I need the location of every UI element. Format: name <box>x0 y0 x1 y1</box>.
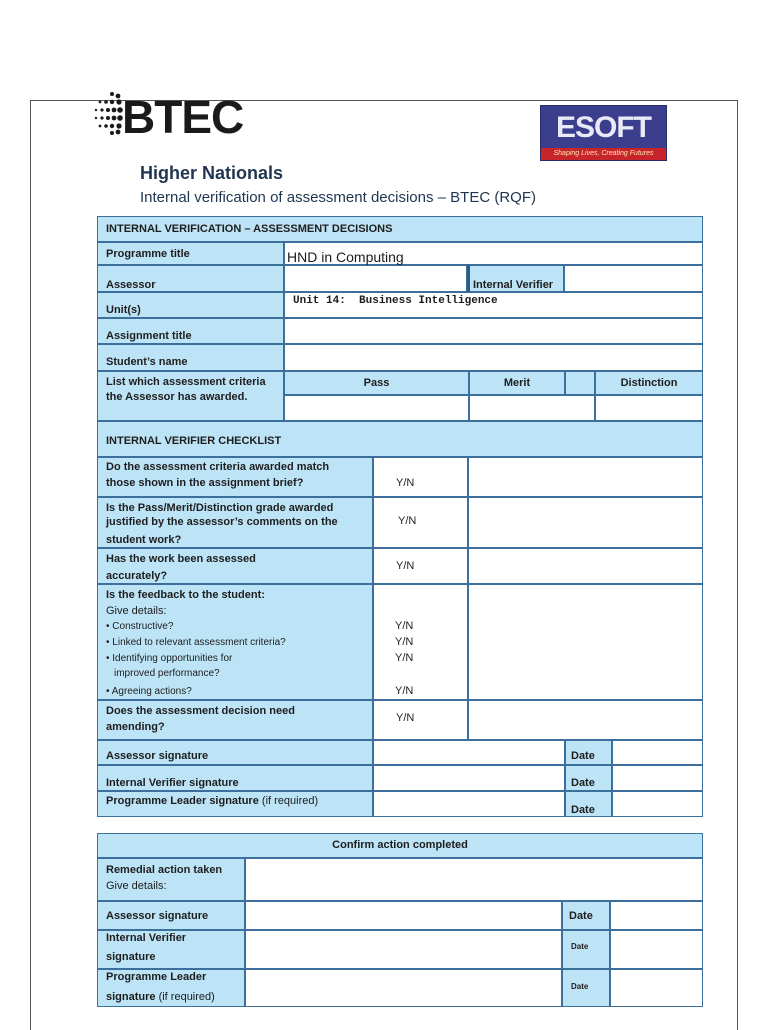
q4-bullet-linked: • Linked to relevant assessment criteria? <box>106 637 286 648</box>
decisions-header <box>97 216 703 242</box>
iv-signature-field[interactable] <box>373 765 565 791</box>
programme-title-label-cell <box>97 242 284 265</box>
q5-yn: Y/N <box>396 712 415 724</box>
q1-comment-field[interactable] <box>468 457 703 497</box>
question-decision-amending <box>97 700 373 740</box>
confirm-assessor-signature-label-cell <box>97 901 245 930</box>
confirm-header <box>97 833 703 858</box>
assessor-signature-label-cell <box>97 740 373 765</box>
q2-comment-field[interactable] <box>468 497 703 548</box>
question-feedback <box>97 584 373 700</box>
distinction-label: Distinction <box>620 376 678 389</box>
pl-signature-label-cell <box>97 791 373 817</box>
assignment-title-label-cell <box>97 318 284 344</box>
q5-comment-field[interactable] <box>468 700 703 740</box>
confirm-pl-signature-label-bold: signature <box>106 991 156 1003</box>
q2-yn-cell[interactable] <box>373 497 468 548</box>
criteria-label-cell <box>97 371 284 421</box>
student-name-label-cell <box>97 344 284 371</box>
internal-verifier-field[interactable] <box>564 265 703 292</box>
confirm-pl-signature-field[interactable] <box>245 969 562 1007</box>
programme-title-label: Programme title <box>106 248 190 260</box>
merit-header <box>469 371 565 395</box>
page-subtitle: Internal verification of assessment decisions – BTEC (RQF) <box>140 189 536 206</box>
decisions-heading: INTERNAL VERIFICATION – ASSESSMENT DECISIONS <box>106 223 393 235</box>
assessor-field[interactable] <box>284 265 467 292</box>
esoft-logo <box>540 105 667 161</box>
pl-date-field[interactable] <box>612 791 703 817</box>
confirm-iv-date-label: Date <box>571 942 589 951</box>
question-grade-justified <box>97 497 373 548</box>
pl-signature-label <box>106 794 318 809</box>
q2-line3: student work? <box>106 534 182 546</box>
q2-line1: Is the Pass/Merit/Distinction grade awarded <box>106 502 334 514</box>
iv-signature-label-cell <box>97 765 373 791</box>
confirm-pl-date-label-cell <box>562 969 610 1007</box>
remedial-field[interactable] <box>245 858 703 901</box>
checklist-header <box>97 421 703 457</box>
assessor-date-label-cell <box>565 740 612 765</box>
pl-signature-label-note: (if required) <box>258 795 319 807</box>
q2-line2: justified by the assessor’s comments on the <box>106 516 338 528</box>
page-title: Higher Nationals <box>140 163 284 183</box>
confirm-assessor-signature-label: Assessor signature <box>106 910 209 922</box>
confirm-iv-signature-label-line1: Internal Verifier <box>106 932 187 944</box>
q3-comment-field[interactable] <box>468 548 703 584</box>
esoft-tagline: Shaping Lives, Creating Futures <box>541 148 666 160</box>
confirm-heading: Confirm action completed <box>332 839 468 851</box>
q5-yn-cell[interactable] <box>373 700 468 740</box>
remedial-label-cell <box>97 858 245 901</box>
q1-line2: those shown in the assignment brief? <box>106 477 304 489</box>
q4-comment-field[interactable] <box>468 584 703 700</box>
q4-give-details: Give details: <box>106 605 167 617</box>
assessor-date-label: Date <box>571 750 595 762</box>
question-assessed-accurately <box>97 548 373 584</box>
q3-line1: Has the work been assessed <box>106 553 256 565</box>
iv-date-label: Date <box>571 777 595 789</box>
assignment-title-label: Assignment title <box>106 330 192 342</box>
confirm-assessor-date-label: Date <box>569 910 593 922</box>
pass-header <box>284 371 469 395</box>
q4-yn-agreeing: Y/N <box>395 685 414 697</box>
confirm-pl-date-field[interactable] <box>610 969 703 1007</box>
criteria-label-line2: the Assessor has awarded. <box>106 391 248 403</box>
pl-signature-label-bold: Programme Leader signature <box>106 795 259 807</box>
distinction-field[interactable] <box>595 395 703 421</box>
pl-date-label: Date <box>571 804 595 816</box>
q3-line2: accurately? <box>106 570 168 582</box>
confirm-pl-signature-label-cell <box>97 969 245 1007</box>
btec-dots-icon <box>92 88 126 144</box>
merit-label: Merit <box>503 376 531 389</box>
units-label: Unit(s) <box>106 304 141 316</box>
q4-title: Is the feedback to the student: <box>106 589 265 601</box>
programme-title-field[interactable] <box>284 242 703 265</box>
checklist-heading: INTERNAL VERIFIER CHECKLIST <box>106 435 282 447</box>
iv-date-field[interactable] <box>612 765 703 791</box>
confirm-pl-signature-label-note: (if required) <box>155 991 215 1003</box>
confirm-assessor-signature-field[interactable] <box>245 901 562 930</box>
q3-yn-cell[interactable] <box>373 548 468 584</box>
assessor-label: Assessor <box>106 279 156 291</box>
q4-yn-cell[interactable] <box>373 584 468 700</box>
assignment-title-field[interactable] <box>284 318 703 344</box>
confirm-pl-date-label: Date <box>571 982 589 991</box>
q4-bullet-opportunities-cont: improved performance? <box>114 668 220 679</box>
remedial-give-details: Give details: <box>106 880 167 892</box>
q5-line2: amending? <box>106 721 165 733</box>
distinction-header <box>595 371 703 395</box>
confirm-iv-date-field[interactable] <box>610 930 703 969</box>
iv-date-label-cell <box>565 765 612 791</box>
confirm-iv-signature-field[interactable] <box>245 930 562 969</box>
confirm-assessor-date-label-cell <box>562 901 610 930</box>
confirm-pl-signature-label-line2 <box>106 990 215 1005</box>
assessor-signature-field[interactable] <box>373 740 565 765</box>
q1-yn: Y/N <box>396 477 415 489</box>
pass-label: Pass <box>363 376 390 389</box>
pass-field[interactable] <box>284 395 469 421</box>
q1-yn-cell[interactable] <box>373 457 468 497</box>
q4-bullet-opportunities: • Identifying opportunities for <box>106 653 233 664</box>
units-field[interactable] <box>284 292 703 318</box>
programme-title-value: HND in Computing <box>287 249 404 265</box>
merit-field[interactable] <box>469 395 595 421</box>
q2-yn: Y/N <box>398 515 417 527</box>
assessor-signature-label: Assessor signature <box>106 750 209 762</box>
pl-signature-field[interactable] <box>373 791 565 817</box>
q5-line1: Does the assessment decision need <box>106 705 295 717</box>
q3-yn: Y/N <box>396 560 415 572</box>
criteria-label-line1: List which assessment criteria <box>106 376 266 388</box>
pl-date-label-cell <box>565 791 612 817</box>
merit-spacer <box>565 371 595 395</box>
question-criteria-match <box>97 457 373 497</box>
internal-verifier-label: Internal Verifier <box>473 279 554 291</box>
confirm-pl-signature-label-line1: Programme Leader <box>106 971 207 983</box>
q1-line1: Do the assessment criteria awarded match <box>106 461 330 473</box>
confirm-iv-date-label-cell <box>562 930 610 969</box>
btec-wordmark: BTEC <box>122 91 244 143</box>
confirm-assessor-date-field[interactable] <box>610 901 703 930</box>
assessor-label-cell <box>97 265 284 292</box>
iv-signature-label: Internal Verifier signature <box>106 777 239 789</box>
assessor-date-field[interactable] <box>612 740 703 765</box>
remedial-label: Remedial action taken <box>106 864 223 876</box>
q4-yn-opportunities: Y/N <box>395 652 414 664</box>
q4-bullet-agreeing: • Agreeing actions? <box>106 686 192 697</box>
q4-yn-constructive: Y/N <box>395 620 414 632</box>
student-name-label: Student’s name <box>106 356 188 368</box>
confirm-iv-signature-label-line2: signature <box>106 951 156 963</box>
q4-yn-linked: Y/N <box>395 636 414 648</box>
student-name-field[interactable] <box>284 344 703 371</box>
units-value: Unit 14: Business Intelligence <box>293 295 498 307</box>
esoft-wordmark: ESOFT <box>555 111 651 144</box>
units-label-cell <box>97 292 284 318</box>
confirm-iv-signature-label-cell <box>97 930 245 969</box>
internal-verifier-label-cell <box>467 265 564 292</box>
q4-bullet-constructive: • Constructive? <box>106 621 174 632</box>
